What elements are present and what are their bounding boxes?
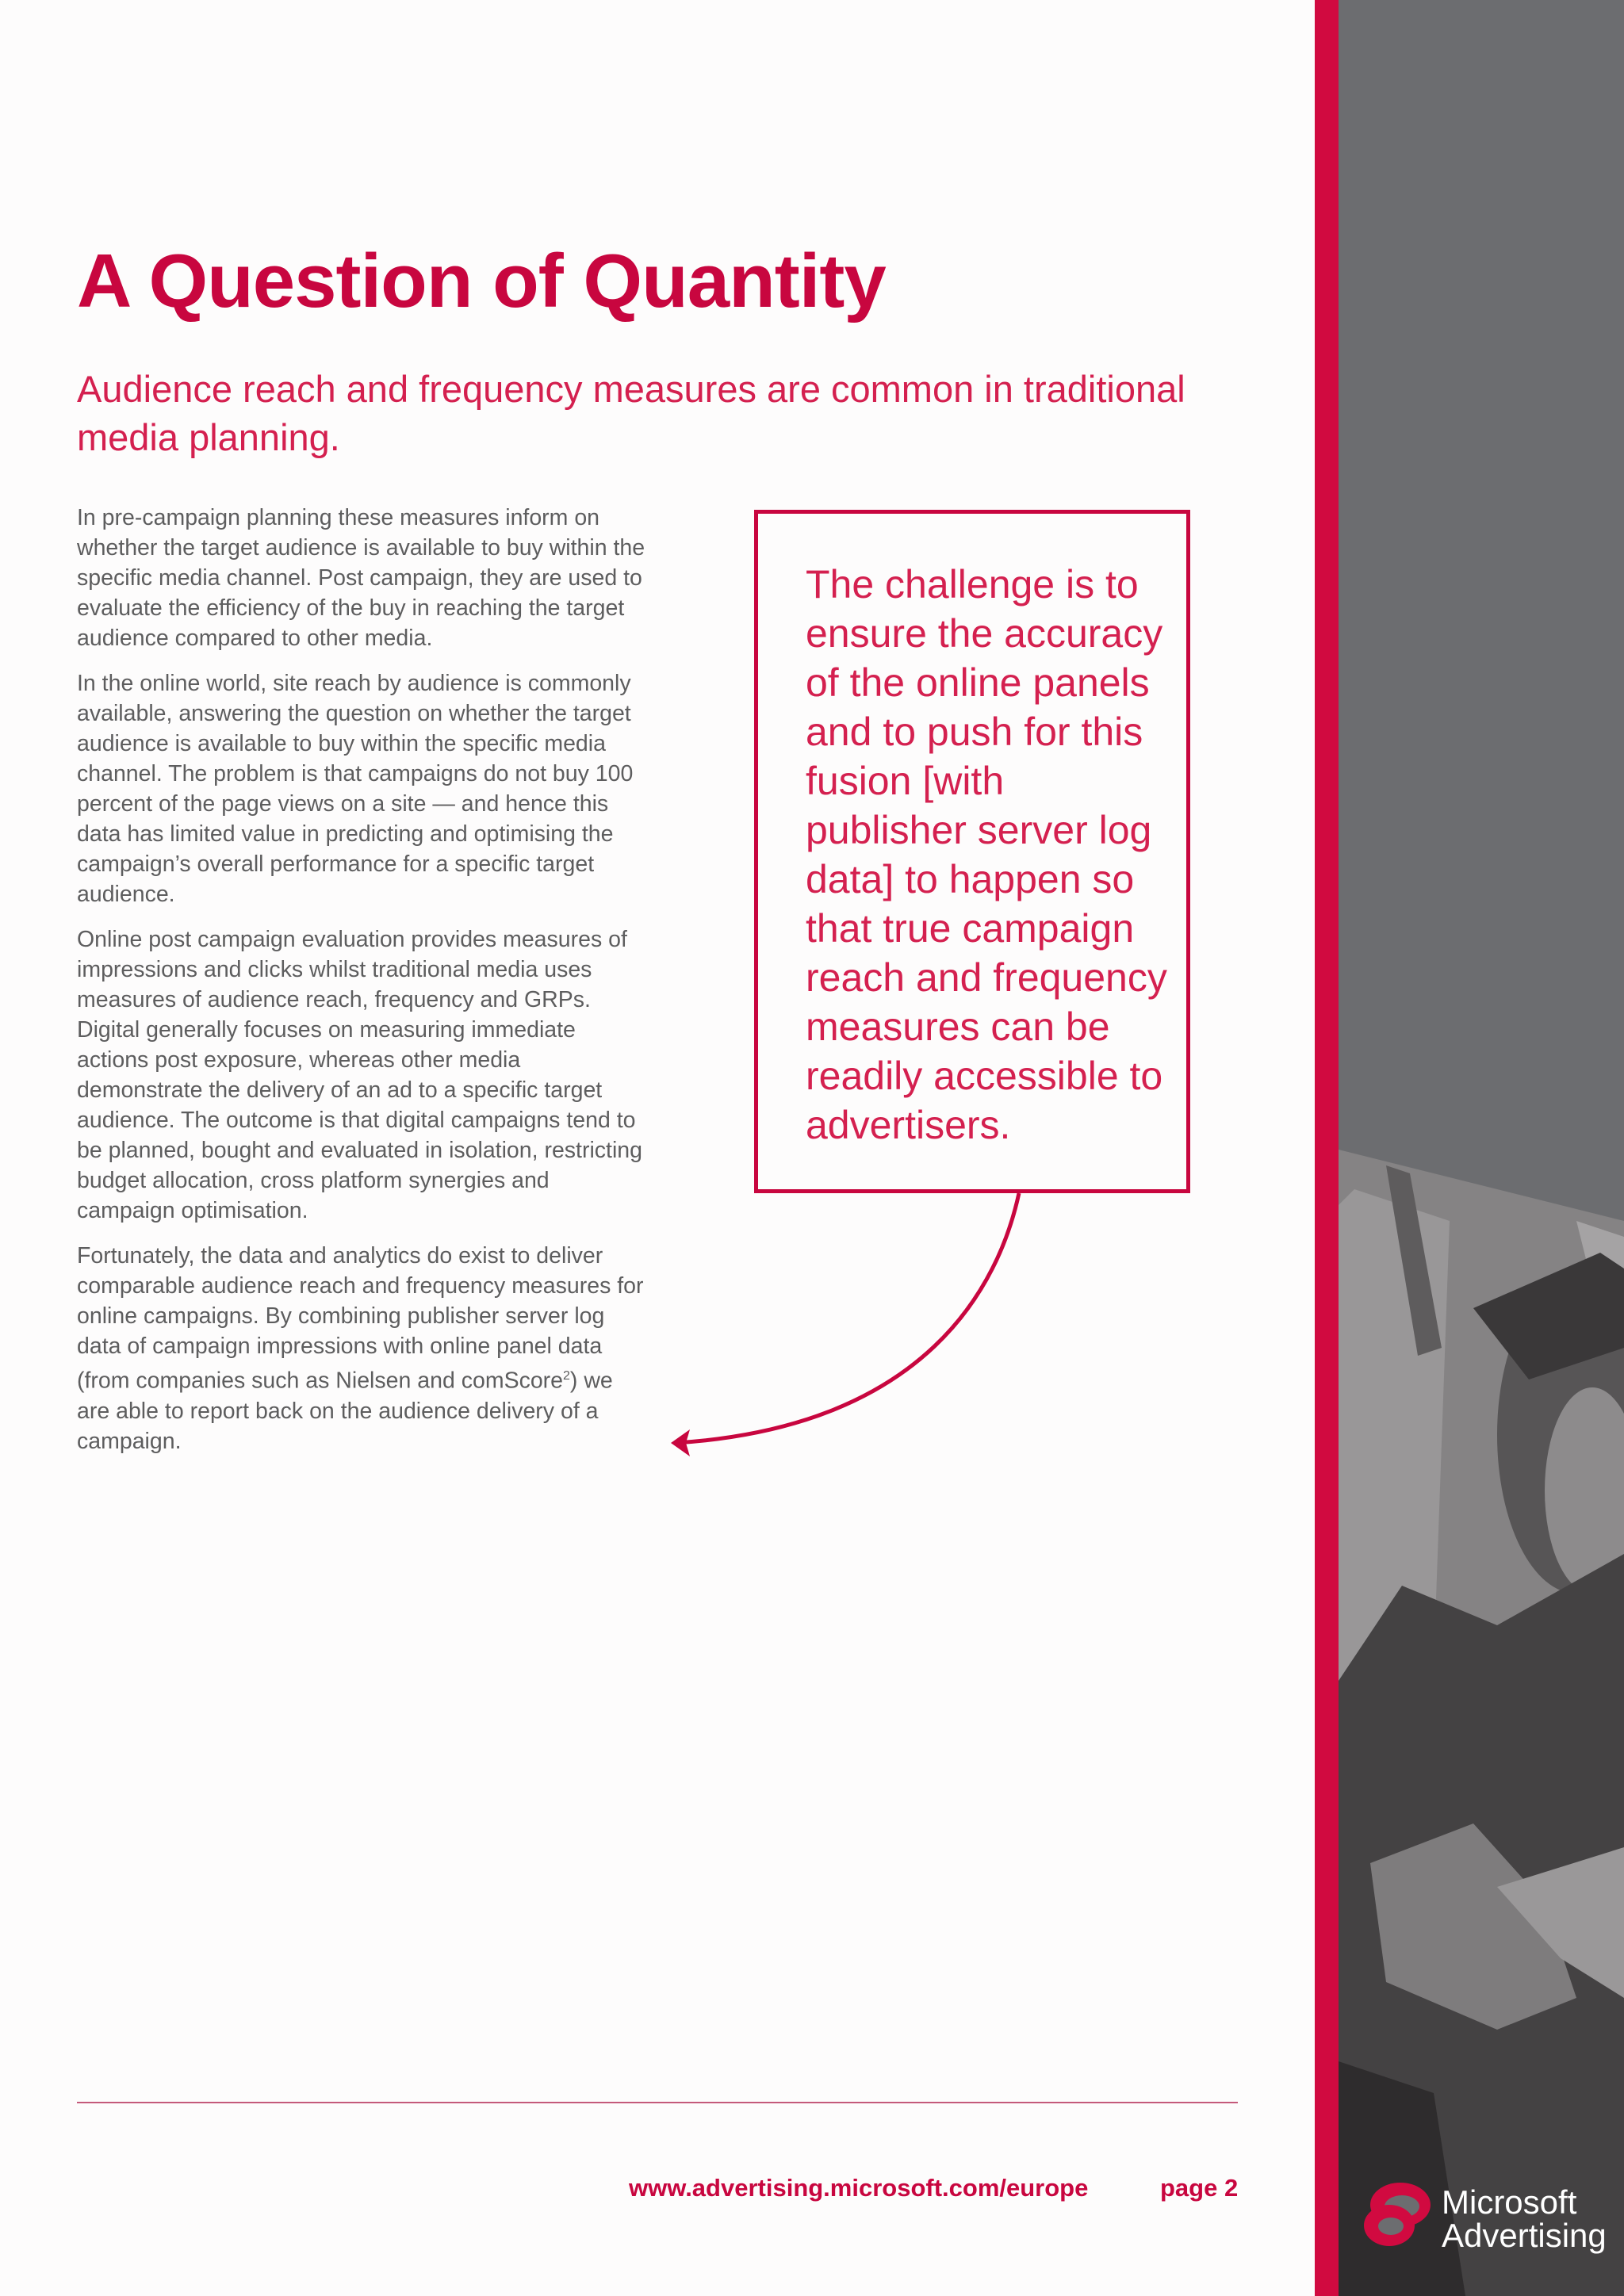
- body-paragraph-2: In the online world, site reach by audience is commonly available, answering the question on whether the target audience is available to buy within the specific media channel. The problem is that campaigns do not buy 100 percent of the page views on a site — and hence this data has limited value in predicting and optimising the campaign’s overall performance for a specific target audience.: [77, 671, 634, 907]
- footer-divider: [77, 2102, 1238, 2103]
- pull-quote-text: The challenge is to ensure the accuracy of the online panels and to push for this fusion [with publisher server log data] to happen so that true campaign reach and frequency measures can be readily accessible to advertisers.: [806, 562, 1167, 1147]
- side-photo-panel: [1339, 0, 1624, 2296]
- page-number: page 2: [1160, 2174, 1239, 2202]
- page-title: A Question of Quantity: [77, 239, 886, 323]
- person-photo: [1339, 0, 1624, 2296]
- logo-swirl-icon: [1362, 2176, 1434, 2256]
- logo-wordmark: [1442, 2183, 1607, 2254]
- pull-quote-box: [754, 510, 1190, 1193]
- body-paragraph-4-text-end: ) we are able to report back on the audience delivery of a campaign.: [77, 1368, 613, 1454]
- body-paragraph-1: In pre-campaign planning these measures inform on whether the target audience is available to buy within the specific media channel. Post campaign, they are used to evaluate the efficiency of the buy in reaching the target audience compared to other media.: [77, 505, 645, 651]
- logo-line-2: Advertising: [1442, 2217, 1607, 2254]
- callout-arrow: [658, 1189, 1039, 1459]
- footnote-ref: 2: [563, 1369, 570, 1383]
- body-paragraph-4-text: Fortunately, the data and analytics do exist to deliver comparable audience reach and frequency measures for online campaigns. By combining publisher server log data of campaign impressions with online panel data (from companies such as Nielsen and comScore: [77, 1243, 644, 1394]
- body-paragraph-3: Online post campaign evaluation provides measures of impressions and clicks whilst traditional media uses measures of audience reach, frequency and GRPs. Digital generally focuses on measuring immediate actions post exposure, whereas other media demonstrate the delivery of an ad to a specific target audience. The outcome is that digital campaigns tend to be planned, bought and evaluated in isolation, restricting budget allocation, cross platform synergies and campaign optimisation.: [77, 927, 643, 1223]
- body-column: [77, 503, 648, 1471]
- footer-url-link[interactable]: www.advertising.microsoft.com/europe: [629, 2174, 1089, 2202]
- side-accent-stripe: [1315, 0, 1339, 2296]
- body-paragraph-4: [77, 1241, 648, 1456]
- page-subtitle: Audience reach and frequency measures are common in traditional media planning.: [77, 368, 1185, 458]
- logo-line-1: Microsoft: [1442, 2183, 1577, 2221]
- microsoft-advertising-logo: [1362, 2176, 1608, 2256]
